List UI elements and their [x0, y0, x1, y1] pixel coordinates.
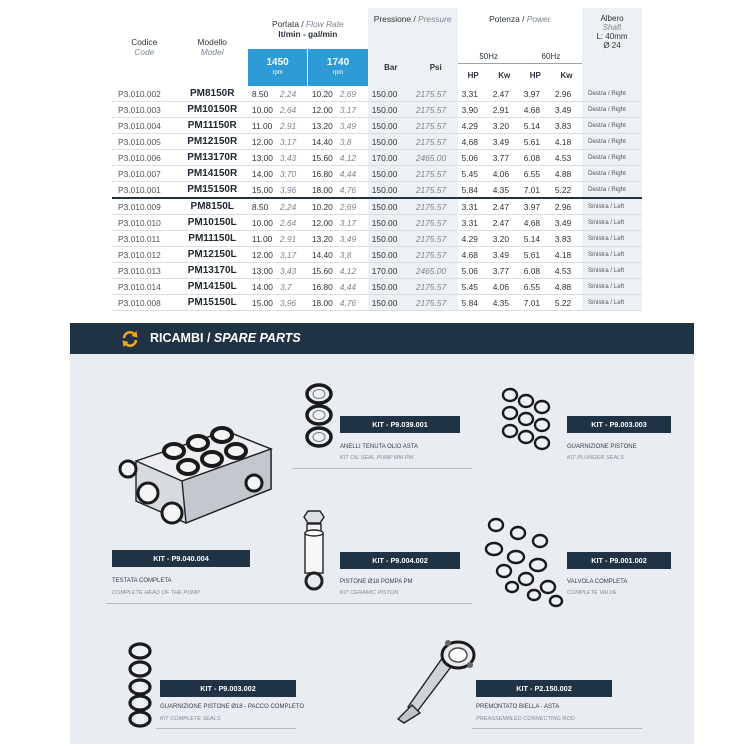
spec-table [112, 8, 642, 311]
part-name-en: PREASSEMBLED CONNECTING ROD [476, 716, 575, 722]
cell-bar: 150.00 [368, 215, 414, 231]
cell-bar: 150.00 [368, 86, 414, 102]
cell-psi: 2175.57 [414, 279, 458, 295]
cell-g2: 3,17 [338, 102, 368, 118]
part-name-it: GUARNIZIONE PISTONE [567, 444, 637, 450]
cell-kw50: 4.35 [489, 295, 520, 311]
cell-model: PM12150R [177, 134, 248, 150]
cell-psi: 2175.57 [414, 295, 458, 311]
cell-dir: Destra / Right [582, 182, 642, 199]
header-flow: Portata / Flow Rate lt/min - gal/min [271, 18, 344, 39]
cell-psi: 2175.57 [414, 118, 458, 134]
part-name-en: KIT CERAMIC PISTON [340, 590, 399, 596]
cell-hp50: 5.06 [458, 150, 489, 166]
cell-kw50: 2.47 [489, 86, 520, 102]
cell-g2: 4,12 [338, 263, 368, 279]
ceramic-piston-image [298, 509, 330, 593]
header-pressure: Pressione / Pressure [368, 8, 458, 49]
cell-hp50: 5.84 [458, 182, 489, 199]
cell-code: P3.010.006 [112, 150, 177, 166]
header-power: Potenza / Power [489, 14, 551, 24]
cell-model: PM13170R [177, 150, 248, 166]
cell-hp60: 3.97 [520, 86, 551, 102]
table-row [112, 198, 642, 215]
cell-psi: 2175.57 [414, 182, 458, 199]
cell-g1: 3,96 [278, 182, 308, 199]
cell-hp50: 3.31 [458, 86, 489, 102]
cell-code: P3.010.012 [112, 247, 177, 263]
cell-hp50: 4.68 [458, 134, 489, 150]
kit-label-p9-040-004: KIT - P9.040.004 [112, 550, 250, 567]
cell-g2: 3,8 [338, 247, 368, 263]
cell-code: P3.010.002 [112, 86, 177, 102]
cell-code: P3.010.005 [112, 134, 177, 150]
cell-kw50: 4.06 [489, 279, 520, 295]
cell-bar: 170.00 [368, 150, 414, 166]
cell-f1: 14.00 [248, 166, 278, 182]
cell-psi: 2465.00 [414, 263, 458, 279]
header-psi: Psi [414, 49, 458, 86]
cell-code: P3.010.011 [112, 231, 177, 247]
cell-g1: 3,17 [278, 247, 308, 263]
table-row [112, 295, 642, 311]
cell-g2: 3,49 [338, 231, 368, 247]
kit-label-p9-003-003: KIT - P9.003.003 [567, 416, 671, 433]
cell-kw50: 3.49 [489, 134, 520, 150]
header-60hz: 60Hz [520, 49, 582, 64]
header-shaft: Albero Shaft L: 40mm Ø 24 [582, 8, 642, 86]
cell-kw60: 3.49 [551, 102, 582, 118]
part-name-it: GUARNIZIONE PISTONE Ø18 - PACCO COMPLETO [160, 704, 305, 710]
cell-g1: 3,96 [278, 295, 308, 311]
cell-f1: 15.00 [248, 182, 278, 199]
cell-bar: 150.00 [368, 166, 414, 182]
cell-kw60: 5.22 [551, 182, 582, 199]
cell-bar: 150.00 [368, 118, 414, 134]
cell-model: PM10150R [177, 102, 248, 118]
cell-hp60: 3.97 [520, 198, 551, 215]
cell-f1: 11.00 [248, 118, 278, 134]
cell-kw60: 4.88 [551, 279, 582, 295]
cell-dir: Destra / Right [582, 102, 642, 118]
part-name-it: VALVOLA COMPLETA [567, 579, 628, 585]
cell-bar: 150.00 [368, 182, 414, 199]
cell-bar: 150.00 [368, 102, 414, 118]
cell-code: P3.010.009 [112, 198, 177, 215]
cell-code: P3.010.004 [112, 118, 177, 134]
header-bar: Bar [368, 49, 414, 86]
cell-kw60: 4.18 [551, 134, 582, 150]
cell-psi: 2465.00 [414, 150, 458, 166]
cell-f1: 8.50 [248, 86, 278, 102]
cell-hp60: 6.08 [520, 150, 551, 166]
cell-f2: 10.20 [308, 198, 338, 215]
divider [472, 728, 642, 729]
cell-hp60: 5.61 [520, 247, 551, 263]
cell-f1: 14.00 [248, 279, 278, 295]
table-row [112, 231, 642, 247]
cell-hp60: 5.61 [520, 134, 551, 150]
part-name-en: KIT OIL SEAL PUMP MM PM [340, 455, 414, 461]
spare-parts-title: RICAMBI / SPARE PARTS [150, 331, 301, 345]
cell-dir: Sinistra / Left [582, 279, 642, 295]
cell-f1: 10.00 [248, 102, 278, 118]
table-row [112, 263, 642, 279]
part-name-it: TESTATA COMPLETA [112, 578, 172, 584]
valve-set-image [484, 513, 566, 609]
cell-hp60: 6.55 [520, 166, 551, 182]
header-model: Modello Model [197, 37, 227, 57]
cell-f1: 13.00 [248, 263, 278, 279]
kit-label-p2-150-002: KIT - P2.150.002 [476, 680, 612, 697]
cell-f2: 13.20 [308, 231, 338, 247]
part-name-en: COMPLETE HEAD OF THE PUMP [112, 590, 200, 596]
cell-model: PM15150L [177, 295, 248, 311]
cell-g1: 2,64 [278, 102, 308, 118]
header-50hz: 50Hz [458, 49, 520, 64]
divider [292, 603, 472, 604]
cell-kw50: 3.77 [489, 263, 520, 279]
cell-code: P3.010.014 [112, 279, 177, 295]
cell-kw60: 5.22 [551, 295, 582, 311]
part-name-it: PISTONE Ø18 POMPA PM [340, 579, 413, 585]
cell-f2: 14.40 [308, 247, 338, 263]
cell-g1: 3,70 [278, 166, 308, 182]
cell-bar: 170.00 [368, 263, 414, 279]
cell-model: PM12150L [177, 247, 248, 263]
cell-model: PM14150L [177, 279, 248, 295]
cell-dir: Sinistra / Left [582, 295, 642, 311]
cell-hp50: 3.90 [458, 102, 489, 118]
cell-bar: 150.00 [368, 231, 414, 247]
cell-g1: 3,17 [278, 134, 308, 150]
part-name-it: PREMONTATO BIELLA - ASTA [476, 704, 560, 710]
cell-hp60: 7.01 [520, 182, 551, 199]
cell-kw60: 4.18 [551, 247, 582, 263]
cell-f1: 15.00 [248, 295, 278, 311]
cell-kw50: 2.91 [489, 102, 520, 118]
cell-kw50: 2.47 [489, 215, 520, 231]
cell-dir: Sinistra / Left [582, 198, 642, 215]
cell-psi: 2175.57 [414, 166, 458, 182]
rpm-1740: 1740 rpm [308, 49, 368, 86]
cell-f2: 12.00 [308, 215, 338, 231]
cell-code: P3.010.008 [112, 295, 177, 311]
divider [292, 468, 472, 469]
part-name-it: ANELLI TENUTA OLIO ASTA [340, 444, 419, 450]
cell-kw50: 4.35 [489, 182, 520, 199]
cell-model: PM8150R [177, 86, 248, 102]
cell-hp60: 6.08 [520, 263, 551, 279]
header-hp-60: HP [529, 70, 541, 80]
spare-parts-header [70, 323, 694, 354]
cell-g2: 4,76 [338, 295, 368, 311]
connecting-rod-image [392, 635, 478, 725]
cell-dir: Sinistra / Left [582, 231, 642, 247]
cell-f2: 18.00 [308, 295, 338, 311]
cell-kw60: 3.83 [551, 118, 582, 134]
cell-bar: 150.00 [368, 134, 414, 150]
cell-psi: 2175.57 [414, 215, 458, 231]
cell-kw60: 4.53 [551, 263, 582, 279]
cell-kw50: 3.49 [489, 247, 520, 263]
cell-g1: 2,24 [278, 86, 308, 102]
pump-head-image [116, 401, 278, 533]
table-row [112, 118, 642, 134]
cell-bar: 150.00 [368, 247, 414, 263]
spare-parts-panel [70, 323, 694, 744]
header-kw-60: Kw [560, 70, 573, 80]
cell-dir: Destra / Right [582, 118, 642, 134]
seal-pack-image [126, 641, 156, 729]
cell-bar: 150.00 [368, 198, 414, 215]
table-row [112, 247, 642, 263]
cell-model: PM15150R [177, 182, 248, 199]
table-row [112, 182, 642, 199]
cell-kw60: 3.49 [551, 215, 582, 231]
cell-f2: 13.20 [308, 118, 338, 134]
cell-dir: Destra / Right [582, 150, 642, 166]
cell-dir: Destra / Right [582, 166, 642, 182]
cell-model: PM13170L [177, 263, 248, 279]
divider [156, 728, 296, 729]
cell-bar: 150.00 [368, 295, 414, 311]
cell-code: P3.010.003 [112, 102, 177, 118]
cell-f2: 12.00 [308, 102, 338, 118]
cell-f2: 15.60 [308, 150, 338, 166]
cell-psi: 2175.57 [414, 102, 458, 118]
cell-hp50: 5.45 [458, 166, 489, 182]
cell-g2: 4,76 [338, 182, 368, 199]
cell-dir: Sinistra / Left [582, 215, 642, 231]
cell-bar: 150.00 [368, 279, 414, 295]
cell-hp50: 4.68 [458, 247, 489, 263]
cell-dir: Sinistra / Left [582, 247, 642, 263]
cell-g2: 3,49 [338, 118, 368, 134]
cell-hp60: 5.14 [520, 118, 551, 134]
cell-psi: 2175.57 [414, 86, 458, 102]
cell-model: PM11150R [177, 118, 248, 134]
cell-g2: 4,44 [338, 166, 368, 182]
cell-psi: 2175.57 [414, 198, 458, 215]
table-row [112, 279, 642, 295]
cell-kw60: 3.83 [551, 231, 582, 247]
cell-f1: 8.50 [248, 198, 278, 215]
divider [106, 603, 294, 604]
header-kw-50: Kw [498, 70, 511, 80]
cell-g1: 2,64 [278, 215, 308, 231]
cell-g1: 3,43 [278, 263, 308, 279]
header-hp-50: HP [467, 70, 479, 80]
cell-hp50: 5.45 [458, 279, 489, 295]
header-code: Codice Code [131, 37, 158, 57]
cell-g1: 2,91 [278, 231, 308, 247]
cell-hp50: 5.84 [458, 295, 489, 311]
cell-kw60: 2.96 [551, 86, 582, 102]
cell-f1: 12.00 [248, 134, 278, 150]
cell-hp60: 4.68 [520, 102, 551, 118]
table-row [112, 150, 642, 166]
table-row [112, 102, 642, 118]
table-row [112, 215, 642, 231]
cell-g2: 4,12 [338, 150, 368, 166]
cell-f2: 15.60 [308, 263, 338, 279]
plunger-seals-image [500, 385, 552, 457]
refresh-icon [120, 329, 140, 349]
cell-psi: 2175.57 [414, 247, 458, 263]
cell-f2: 16.80 [308, 279, 338, 295]
cell-kw50: 2.47 [489, 198, 520, 215]
cell-code: P3.010.007 [112, 166, 177, 182]
cell-dir: Destra / Right [582, 134, 642, 150]
cell-f1: 12.00 [248, 247, 278, 263]
cell-f2: 16.80 [308, 166, 338, 182]
cell-hp50: 4.29 [458, 118, 489, 134]
cell-g1: 3,7 [278, 279, 308, 295]
part-name-en: COMPLETE VALVE [567, 590, 617, 596]
kit-label-p9-004-002: KIT - P9.004.002 [340, 552, 460, 569]
cell-model: PM14150R [177, 166, 248, 182]
cell-hp50: 4.29 [458, 231, 489, 247]
table-row [112, 86, 642, 102]
cell-code: P3.010.013 [112, 263, 177, 279]
cell-kw50: 3.77 [489, 150, 520, 166]
cell-g2: 2,69 [338, 86, 368, 102]
spec-table-body [112, 86, 642, 311]
cell-code: P3.010.001 [112, 182, 177, 199]
cell-kw60: 4.88 [551, 166, 582, 182]
cell-dir: Destra / Right [582, 86, 642, 102]
cell-hp60: 6.55 [520, 279, 551, 295]
cell-hp50: 3.31 [458, 198, 489, 215]
cell-model: PM10150L [177, 215, 248, 231]
cell-hp60: 5.14 [520, 231, 551, 247]
cell-g2: 2,69 [338, 198, 368, 215]
cell-g2: 4,44 [338, 279, 368, 295]
cell-g2: 3,8 [338, 134, 368, 150]
cell-g1: 3,43 [278, 150, 308, 166]
cell-f1: 11.00 [248, 231, 278, 247]
oil-seal-rings-image [302, 381, 336, 459]
cell-hp50: 5.06 [458, 263, 489, 279]
cell-f2: 18.00 [308, 182, 338, 199]
cell-g1: 2,91 [278, 118, 308, 134]
cell-f2: 14.40 [308, 134, 338, 150]
cell-dir: Sinistra / Left [582, 263, 642, 279]
rpm-1450: 1450 rpm [248, 49, 308, 86]
cell-model: PM11150L [177, 231, 248, 247]
kit-label-p9-003-002: KIT - P9.003.002 [160, 680, 296, 697]
cell-psi: 2175.57 [414, 134, 458, 150]
kit-label-p9-001-002: KIT - P9.001.002 [567, 552, 671, 569]
cell-kw50: 3.20 [489, 231, 520, 247]
part-name-en: KIT PLUNGER SEALS [567, 455, 624, 461]
cell-model: PM8150L [177, 198, 248, 215]
cell-hp60: 4.68 [520, 215, 551, 231]
cell-psi: 2175.57 [414, 231, 458, 247]
cell-f1: 10.00 [248, 215, 278, 231]
cell-g1: 2,24 [278, 198, 308, 215]
cell-f1: 13.00 [248, 150, 278, 166]
table-row [112, 134, 642, 150]
cell-kw60: 2.96 [551, 198, 582, 215]
cell-kw50: 4.06 [489, 166, 520, 182]
part-name-en: KIT COMPLETE SEALS [160, 716, 221, 722]
table-row [112, 166, 642, 182]
cell-kw60: 4.53 [551, 150, 582, 166]
kit-label-p9-039-001: KIT - P9.039.001 [340, 416, 460, 433]
cell-g2: 3,17 [338, 215, 368, 231]
cell-code: P3.010.010 [112, 215, 177, 231]
cell-kw50: 3.20 [489, 118, 520, 134]
cell-hp60: 7.01 [520, 295, 551, 311]
cell-f2: 10.20 [308, 86, 338, 102]
cell-hp50: 3.31 [458, 215, 489, 231]
